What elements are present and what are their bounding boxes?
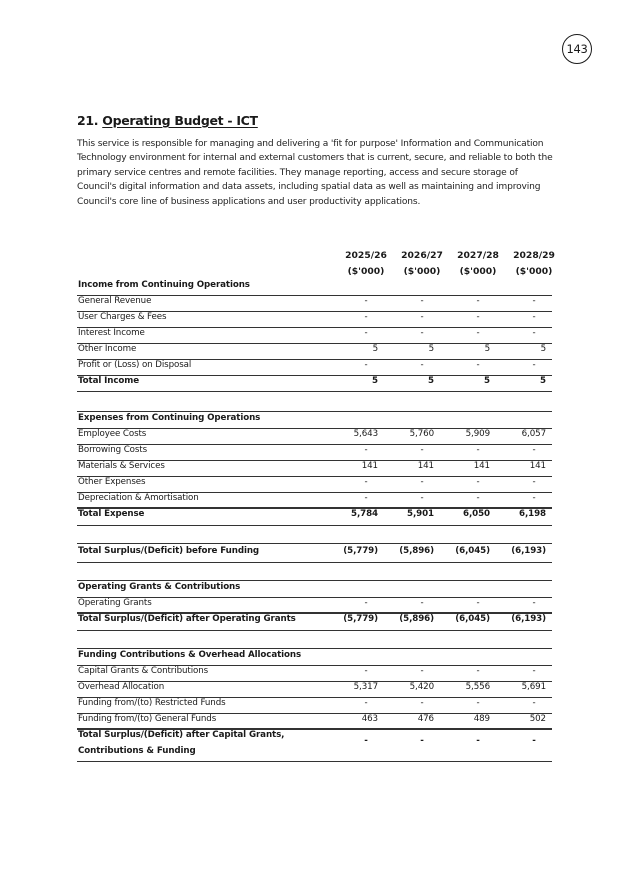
column-unit: ($'000): [515, 266, 553, 277]
row-value: (5,779): [343, 546, 378, 556]
expense-heading: [77, 411, 552, 427]
row-value: -: [364, 698, 368, 708]
row-value: 5: [372, 376, 378, 386]
row-value: -: [532, 312, 536, 322]
row-value: 5: [540, 376, 546, 386]
row-value: -: [420, 493, 424, 503]
row-value: -: [476, 477, 480, 487]
row-label: Overhead Allocation: [78, 682, 165, 692]
row-value: -: [364, 360, 368, 370]
row-value: 5,784: [351, 509, 378, 519]
row-value: 5,760: [409, 429, 434, 439]
row-label: Capital Grants & Contributions: [78, 666, 209, 676]
row-label: Depreciation & Amortisation: [78, 493, 199, 503]
row-label: Total Surplus/(Deficit) after Operating Grants: [78, 614, 296, 624]
row-value: -: [532, 666, 536, 676]
income-row: [77, 310, 552, 326]
row-value: 476: [417, 714, 434, 724]
expense-row: [77, 427, 552, 443]
row-value: 5,317: [353, 682, 378, 692]
section-heading: [77, 113, 258, 128]
final-total-row: [77, 728, 552, 760]
row-label: Income from Continuing Operations: [78, 280, 250, 290]
expense-row: [77, 459, 552, 475]
row-value: -: [420, 477, 424, 487]
row-label: Employee Costs: [78, 429, 147, 439]
row-label: Materials & Services: [78, 461, 165, 471]
row-value: -: [420, 698, 424, 708]
row-label: Contributions & Funding: [78, 746, 196, 756]
row-value: -: [364, 296, 368, 306]
row-label: Expenses from Continuing Operations: [78, 413, 261, 423]
row-label: Total Surplus/(Deficit) before Funding: [78, 546, 260, 556]
section-description: This service is responsible for managing and delivering a 'fit for purpose' Information and Communication Technology environment for internal and external customers that is current, secure, and reliable to both the primary service centres and remote facilities. They manage reporting, access and secure storage of Council's digital information and data assets, including spatial data as well as maintaining and improving Council's core line of business applications and user productivity applications.: [77, 139, 553, 207]
row-value: 5: [428, 376, 434, 386]
row-value: -: [364, 312, 368, 322]
row-value: -: [476, 493, 480, 503]
column-header-1: [394, 248, 450, 280]
row-value: 5: [540, 344, 546, 354]
row-value: 6,050: [463, 509, 490, 519]
row-value: 6,057: [521, 429, 546, 439]
row-value: -: [476, 666, 480, 676]
row-label: General Revenue: [78, 296, 152, 306]
column-year: 2028/29: [513, 250, 555, 261]
row-value: -: [532, 445, 536, 455]
row-value: 5: [484, 344, 490, 354]
row-divider: [77, 391, 552, 392]
row-label: Operating Grants & Contributions: [78, 582, 241, 592]
row-value: 489: [473, 714, 490, 724]
row-label: Operating Grants: [78, 598, 152, 608]
row-value: -: [476, 736, 480, 746]
surplus-after-grants-row: [77, 612, 552, 628]
row-value: -: [532, 598, 536, 608]
funding-heading: [77, 648, 552, 664]
row-value: 463: [361, 714, 378, 724]
funding-row: [77, 696, 552, 712]
row-label: Funding from/(to) Restricted Funds: [78, 698, 226, 708]
row-value: -: [364, 477, 368, 487]
column-header-3: [506, 248, 562, 280]
row-value: -: [476, 360, 480, 370]
row-value: -: [476, 445, 480, 455]
row-value: -: [532, 698, 536, 708]
row-value: 5: [484, 376, 490, 386]
column-header-2: [450, 248, 506, 280]
row-value: (5,896): [399, 546, 434, 556]
income-row: [77, 326, 552, 342]
grants-row: [77, 596, 552, 612]
row-value: -: [420, 736, 424, 746]
row-value: 141: [529, 461, 546, 471]
row-value: (5,779): [343, 614, 378, 624]
column-unit: ($'000): [403, 266, 441, 277]
row-value: -: [420, 296, 424, 306]
row-label: Profit or (Loss) on Disposal: [78, 360, 192, 370]
row-value: 5,909: [465, 429, 490, 439]
row-value: 502: [529, 714, 546, 724]
row-value: 141: [417, 461, 434, 471]
funding-row: [77, 680, 552, 696]
total-expense-row: [77, 507, 552, 523]
income-row: [77, 294, 552, 310]
row-value: -: [420, 360, 424, 370]
row-value: -: [476, 296, 480, 306]
row-label: Total Expense: [78, 509, 145, 519]
row-label: Total Surplus/(Deficit) after Capital Grants,: [78, 730, 285, 740]
row-value: -: [420, 666, 424, 676]
row-value: -: [532, 736, 536, 746]
funding-row: [77, 664, 552, 680]
row-divider: [77, 525, 552, 526]
row-label: Other Income: [78, 344, 137, 354]
row-label: User Charges & Fees: [78, 312, 167, 322]
row-value: (6,045): [455, 614, 490, 624]
row-value: (6,045): [455, 546, 490, 556]
row-value: 5,556: [465, 682, 490, 692]
section-number: 21.: [77, 113, 99, 128]
expense-row: [77, 491, 552, 507]
row-value: -: [532, 493, 536, 503]
row-divider: [77, 562, 552, 563]
column-year: 2026/27: [401, 250, 443, 261]
row-value: -: [364, 493, 368, 503]
income-row: [77, 358, 552, 374]
row-value: -: [532, 328, 536, 338]
row-value: 5,691: [521, 682, 546, 692]
row-value: (5,896): [399, 614, 434, 624]
column-unit: ($'000): [459, 266, 497, 277]
row-label: Interest Income: [78, 328, 145, 338]
row-label: Other Expenses: [78, 477, 146, 487]
row-label: Funding Contributions & Overhead Allocations: [78, 650, 302, 660]
row-value: 5,420: [409, 682, 434, 692]
income-heading: [77, 278, 552, 294]
column-year: 2025/26: [345, 250, 387, 261]
row-value: -: [420, 598, 424, 608]
row-value: 5: [428, 344, 434, 354]
row-value: -: [364, 736, 368, 746]
surplus-before-funding-row: [77, 544, 552, 560]
grants-heading: [77, 580, 552, 596]
row-value: (6,193): [511, 546, 546, 556]
row-value: (6,193): [511, 614, 546, 624]
column-year: 2027/28: [457, 250, 499, 261]
column-header-0: [338, 248, 394, 280]
row-value: -: [364, 328, 368, 338]
row-value: -: [532, 360, 536, 370]
column-unit: ($'000): [347, 266, 385, 277]
funding-row: [77, 712, 552, 728]
row-value: 6,198: [519, 509, 546, 519]
row-value: -: [364, 598, 368, 608]
row-value: 5: [372, 344, 378, 354]
row-value: -: [476, 312, 480, 322]
row-value: -: [476, 598, 480, 608]
row-value: -: [420, 445, 424, 455]
row-value: -: [420, 328, 424, 338]
row-value: -: [532, 477, 536, 487]
row-value: 5,643: [353, 429, 378, 439]
row-value: 141: [473, 461, 490, 471]
row-value: 5,901: [407, 509, 434, 519]
row-value: -: [476, 328, 480, 338]
income-row: [77, 342, 552, 358]
row-label: Funding from/(to) General Funds: [78, 714, 217, 724]
row-value: -: [476, 698, 480, 708]
expense-row: [77, 475, 552, 491]
section-title: Operating Budget - ICT: [102, 113, 258, 128]
row-value: -: [532, 296, 536, 306]
expense-row: [77, 443, 552, 459]
row-label: Borrowing Costs: [78, 445, 148, 455]
total-income-row: [77, 374, 552, 390]
row-value: -: [364, 666, 368, 676]
row-divider: [77, 630, 552, 631]
row-value: -: [420, 312, 424, 322]
page-number-badge: 143: [562, 34, 592, 64]
row-value: 141: [361, 461, 378, 471]
row-label: Total Income: [78, 376, 140, 386]
table-bottom-rule: [77, 761, 552, 762]
row-value: -: [364, 445, 368, 455]
